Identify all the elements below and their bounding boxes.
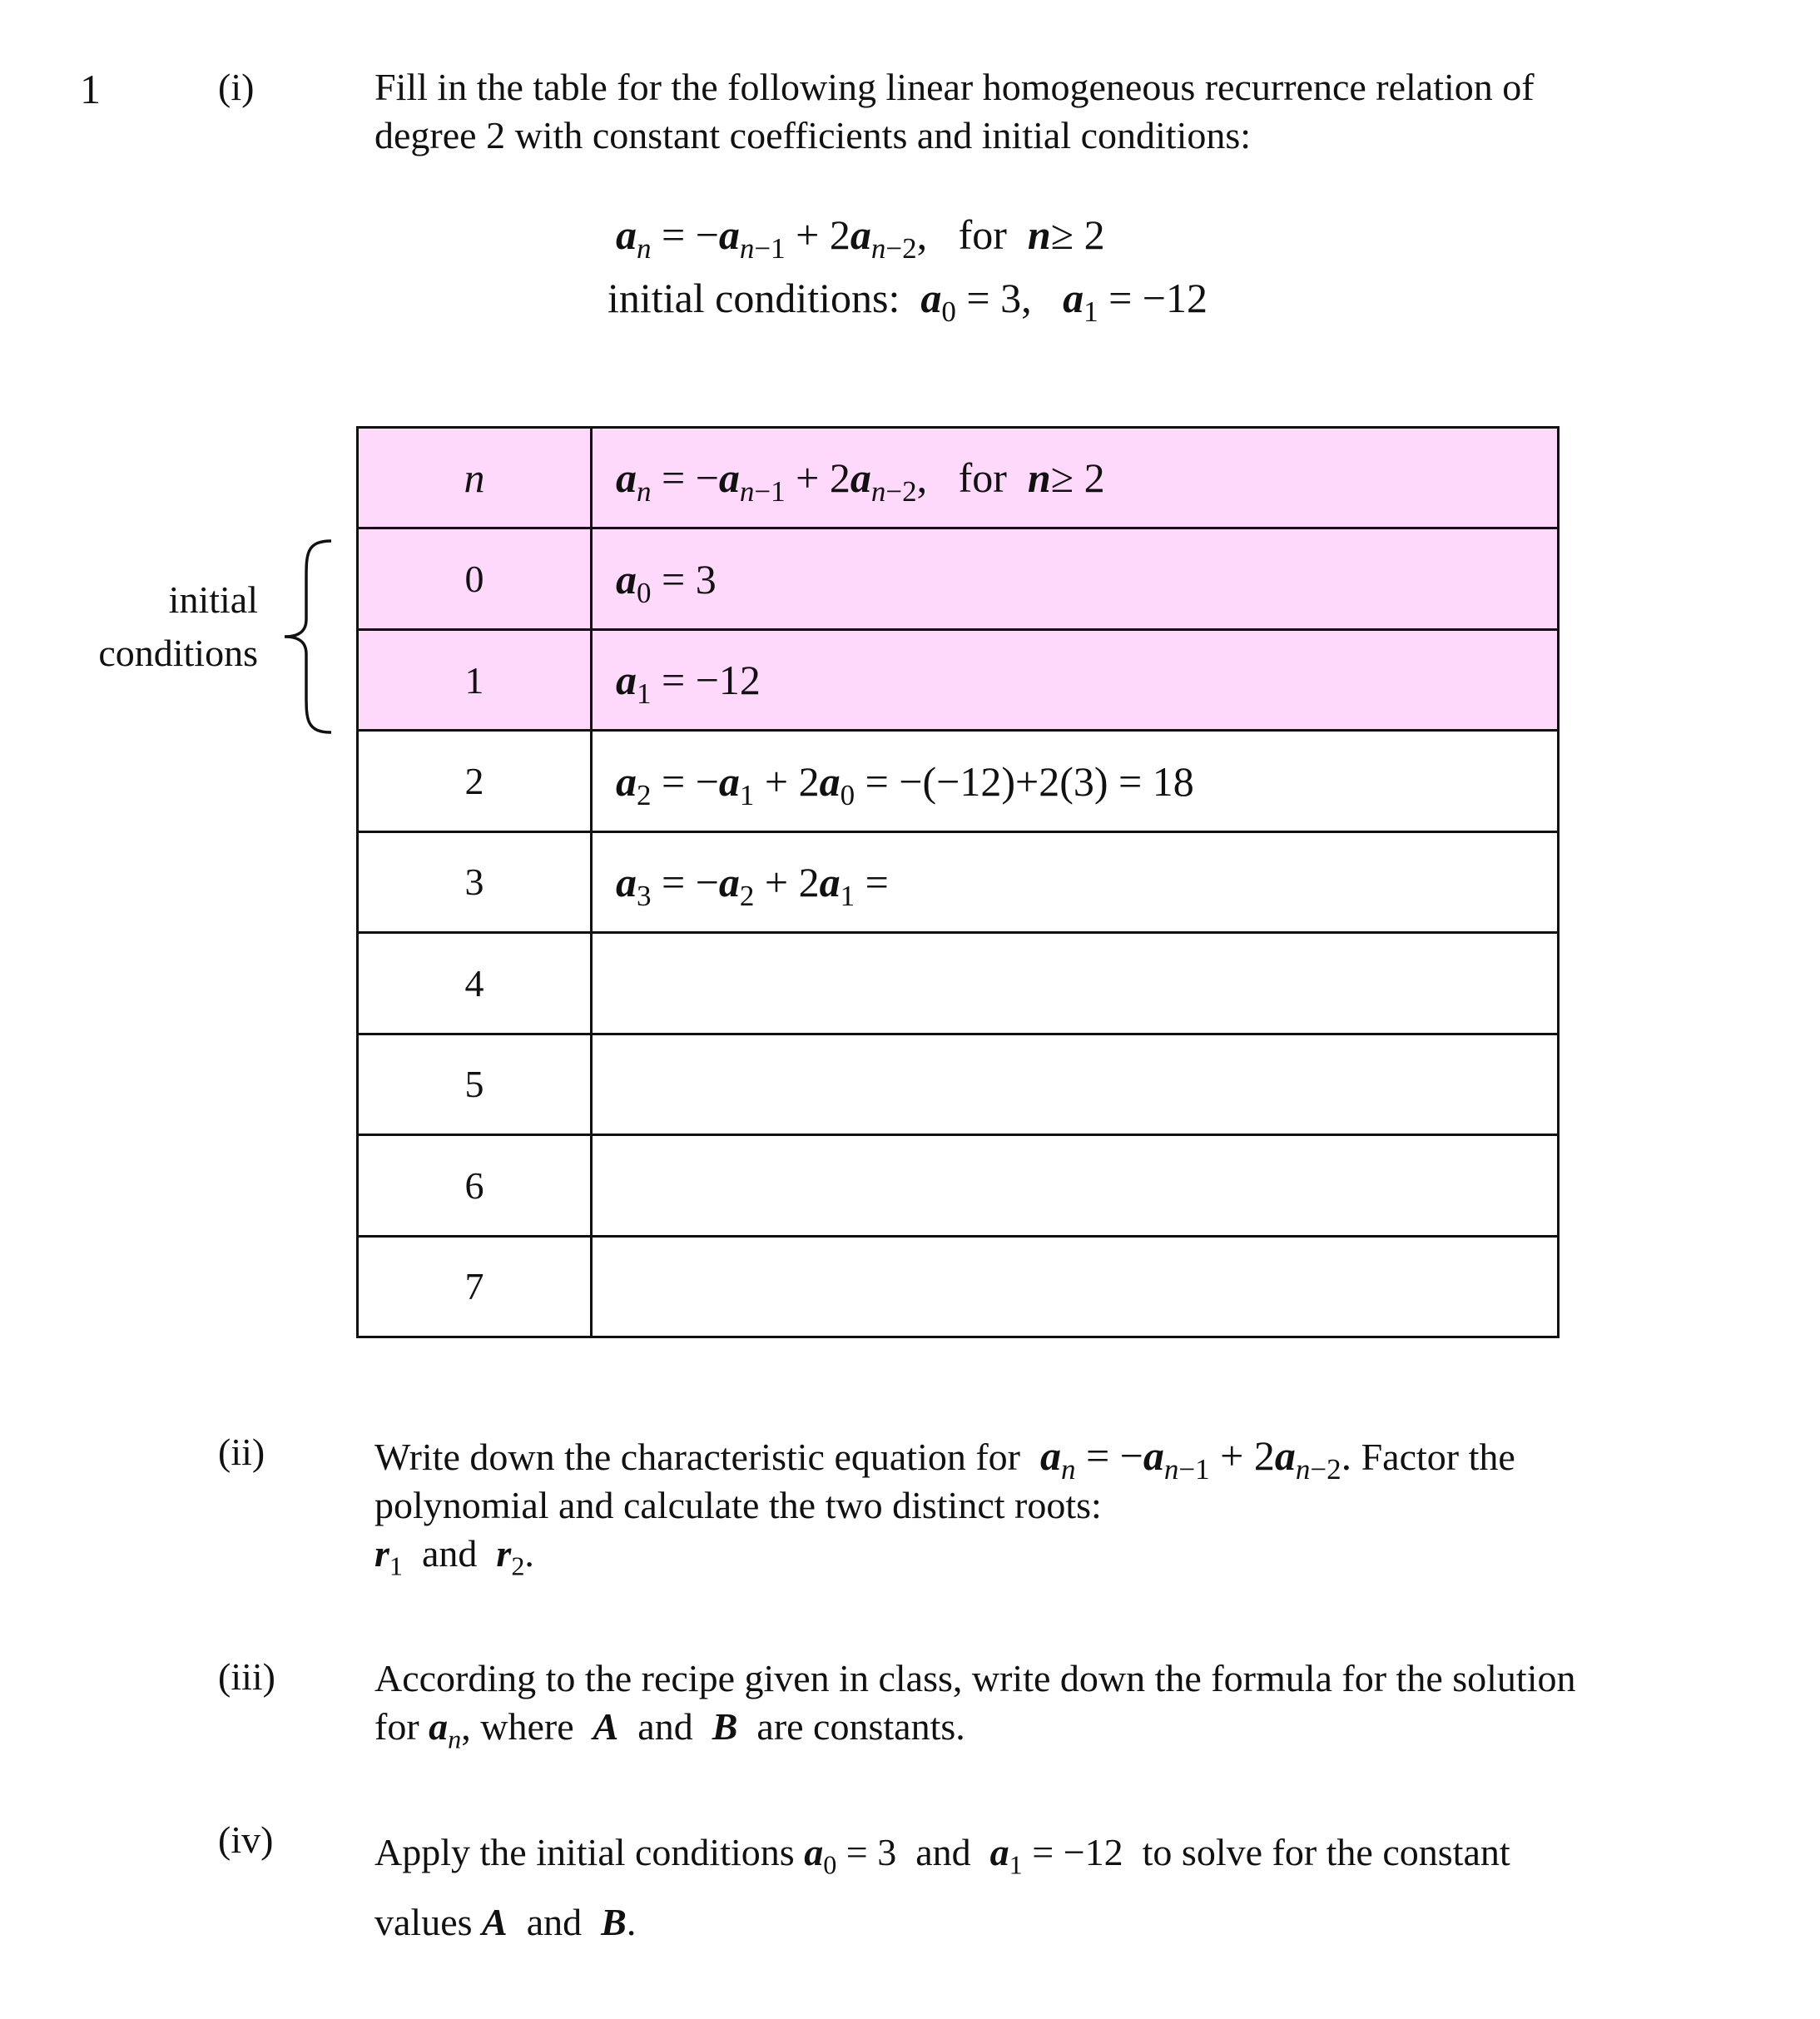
row-formula-blank[interactable] <box>592 1236 1559 1337</box>
part-label-i: (i) <box>218 66 255 108</box>
row-n: 7 <box>358 1236 592 1337</box>
row-formula-blank[interactable] <box>592 1135 1559 1236</box>
table-row <box>358 831 1559 932</box>
table-row <box>358 1135 1559 1236</box>
curly-brace-icon <box>275 538 341 736</box>
part-iii-text: According to the recipe given in class, write down the formula for the solution for $a_n$, where A and B are constants. <box>374 1657 1576 1754</box>
table-row <box>358 731 1559 831</box>
part-ii-text: Write down the characteristic equation for $a_n = -a_{n-1} + 2a_{n-2}$. Factor the polynomial and calculate the two distinct roots: $r_1$ and $r_2$. <box>374 1432 1515 1581</box>
table-header-row <box>358 428 1559 528</box>
part-label-iv: (iv) <box>218 1818 274 1861</box>
ic-label: initial conditions: <box>607 275 900 321</box>
initial-conditions-equation: initial conditions: $a_0 = 3$, $a_1 = -12$ <box>607 275 1208 329</box>
intro-line-1: Fill in the table for the following linear homogeneous recurrence relation of <box>374 66 1535 108</box>
row-formula: $a_0 = 3$ <box>592 528 1559 629</box>
side-label-initial: initial <box>168 578 258 621</box>
recurrence-table <box>356 426 1560 1338</box>
part-i-intro <box>374 63 1706 160</box>
recurrence-equation: $a_n = -a_{n-1} + 2a_{n-2}$, for n≥ 2 <box>616 211 1105 265</box>
part-iv-text: Apply the initial conditions $a_0 = 3$ and $a_1 = -12$ to solve for the constant values A and B. <box>374 1831 1510 1943</box>
row-formula-blank[interactable] <box>592 933 1559 1034</box>
row-n: 2 <box>358 731 592 831</box>
row-formula: $a_3 = -a_2 + 2a_1$ = <box>592 831 1559 932</box>
row-n: 1 <box>358 629 592 730</box>
row-formula-blank[interactable] <box>592 1034 1559 1134</box>
side-label-conditions: conditions <box>98 632 258 674</box>
part-label-iii: (iii) <box>218 1655 275 1698</box>
row-n: 0 <box>358 528 592 629</box>
row-n: 6 <box>358 1135 592 1236</box>
table-row <box>358 528 1559 629</box>
table-row <box>358 1034 1559 1134</box>
table-row <box>358 1236 1559 1337</box>
table-row <box>358 629 1559 730</box>
for-label: for <box>958 211 1007 258</box>
part-label-ii: (ii) <box>218 1431 265 1473</box>
row-n: 3 <box>358 831 592 932</box>
header-n: n <box>358 428 592 528</box>
header-formula: $a_n = -a_{n-1} + 2a_{n-2}$, for n≥ 2 <box>592 428 1559 528</box>
row2-result: = −(−12)+2(3) = 18 <box>865 757 1194 805</box>
ge-label: ≥ 2 <box>1050 211 1105 258</box>
question-number: 1 <box>80 66 101 112</box>
row-n: 5 <box>358 1034 592 1134</box>
row-formula: $a_1 = -12$ <box>592 629 1559 730</box>
row-n: 4 <box>358 933 592 1034</box>
row-formula: $a_2 = -a_1 + 2a_0 = -(-12)+2(3) = 18$ <box>592 731 1559 831</box>
intro-line-2: degree 2 with constant coefficients and initial conditions: <box>374 114 1252 156</box>
table-row <box>358 933 1559 1034</box>
